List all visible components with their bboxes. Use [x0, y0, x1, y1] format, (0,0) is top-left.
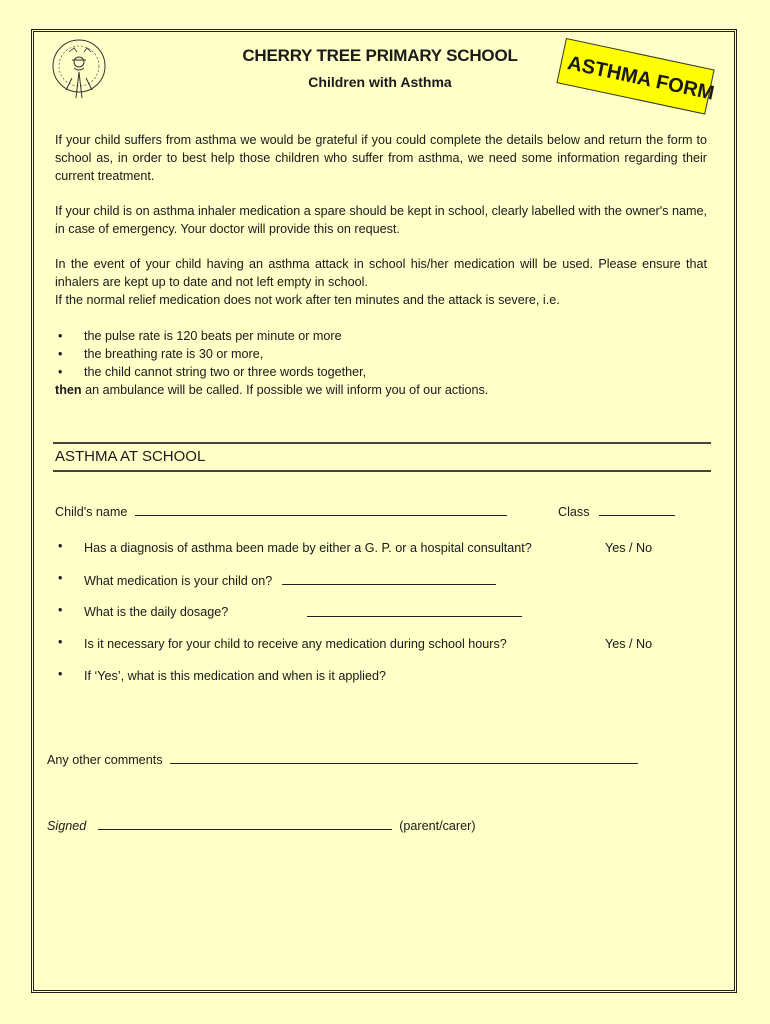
intro-paragraph-2: If your child is on asthma inhaler medication a spare should be kept in school, clearly labelled with the owner's name, in case of emergency. Your doctor will provide this on request.	[55, 204, 707, 236]
asthma-form-stamp: ASTHMA FORM	[556, 38, 714, 115]
bullet-icon: •	[58, 571, 63, 585]
childs-name-field[interactable]	[135, 502, 507, 516]
school-logo	[44, 38, 114, 108]
question-if-yes: If ‘Yes’, what is this medication and when is it applied?	[84, 669, 386, 683]
bullet-icon: •	[58, 667, 63, 681]
diagnosis-yes-no[interactable]: Yes / No	[605, 541, 653, 555]
bullet-icon: •	[58, 539, 63, 553]
question-diagnosis: Has a diagnosis of asthma been made by either a G. P. or a hospital consultant?	[84, 541, 532, 555]
list-item: • the child cannot string two or three words together,	[55, 363, 707, 381]
medication-field[interactable]	[282, 571, 496, 585]
intro-paragraph-3b: If the normal relief medication does not work after ten minutes and the attack is severe, i.e.	[55, 293, 560, 307]
dosage-field[interactable]	[307, 603, 522, 617]
then-word: then	[55, 383, 82, 397]
question-dosage: What is the daily dosage?	[84, 605, 229, 619]
section-heading: ASTHMA AT SCHOOL	[53, 442, 711, 472]
signature-field[interactable]	[98, 816, 392, 830]
list-item: • the pulse rate is 120 beats per minute or more	[55, 327, 707, 345]
page-subtitle: Children with Asthma	[308, 74, 452, 90]
class-field[interactable]	[599, 502, 675, 516]
page-title: CHERRY TREE PRIMARY SCHOOL	[242, 46, 518, 65]
signed-label: Signed	[47, 819, 87, 833]
severity-list	[55, 327, 707, 381]
question-medication: What medication is your child on?	[84, 574, 273, 588]
intro-paragraph-1: If your child suffers from asthma we would be grateful if you could complete the details below and return the form to school as, in order to best help those children who suffer from asthma, we need some information regarding their current treatment.	[55, 133, 707, 183]
parent-carer-label: (parent/carer)	[399, 819, 476, 833]
class-label: Class	[558, 505, 590, 519]
question-school-hours: Is it necessary for your child to receive any medication during school hours?	[84, 637, 507, 651]
ambulance-note	[55, 381, 707, 399]
list-item: • the breathing rate is 30 or more,	[55, 345, 707, 363]
childs-name-label: Child's name	[55, 505, 128, 519]
comments-label: Any other comments	[47, 753, 163, 767]
school-hours-yes-no[interactable]: Yes / No	[605, 637, 653, 651]
intro-paragraph-3a: In the event of your child having an asthma attack in school his/her medication will be used. Please ensure that inhalers are kept up to date and not left empty in school.	[55, 257, 707, 289]
comments-field[interactable]	[170, 750, 638, 764]
ambulance-note-text: an ambulance will be called. If possible we will inform you of our actions.	[81, 383, 489, 397]
bullet-icon: •	[58, 635, 63, 649]
bullet-icon: •	[58, 603, 63, 617]
